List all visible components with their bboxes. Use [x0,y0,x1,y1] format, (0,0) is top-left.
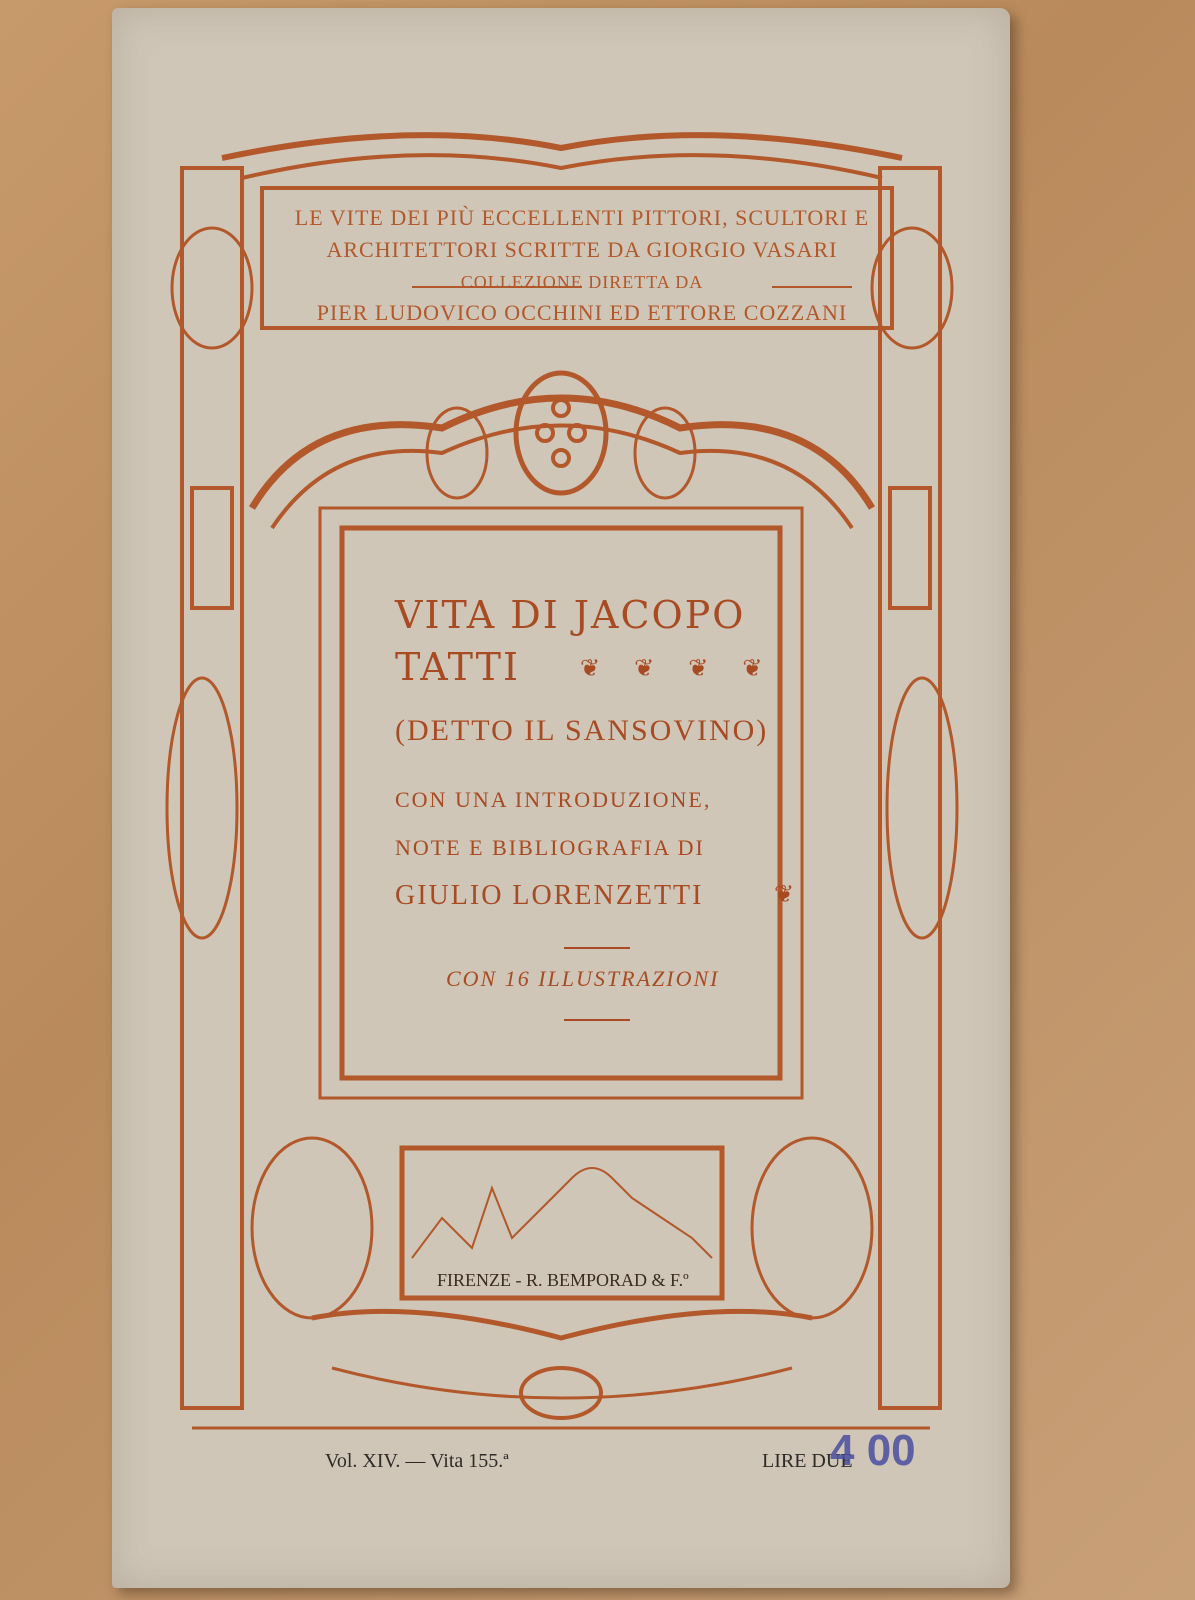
volume-info: Vol. XIV. — Vita 155.ª [325,1450,509,1472]
book-title-line-1: VITA DI JACOPO [395,593,746,637]
publisher-imprint: FIRENZE - R. BEMPORAD & F.º [437,1270,689,1290]
intro-line-1: CON UNA INTRODUZIONE, [395,787,712,812]
series-editors: PIER LUDOVICO OCCHINI ED ETTORE COZZANI [316,300,848,325]
author-flourish: ❦ [774,882,809,908]
series-title-line-2: ARCHITETTORI SCRITTE DA GIORGIO VASARI [326,237,838,262]
title-flourishes: ❦ ❦ ❦ ❦ [580,656,777,682]
illustrations-note: CON 16 ILLUSTRAZIONI [446,966,720,991]
book-title-line-2: TATTI [395,645,521,689]
series-editors-label: COLLEZIONE DIRETTA DA [460,272,704,292]
price-stamp: 4 00 [830,1426,916,1475]
book-cover [112,8,1010,1588]
book-subtitle: (DETTO IL SANSOVINO) [395,714,769,747]
price-label: LIRE DUE [762,1450,853,1472]
author-name: GIULIO LORENZETTI [395,880,704,911]
intro-line-2: NOTE E BIBLIOGRAFIA DI [395,835,705,860]
series-title-line-1: LE VITE DEI PIÙ ECCELLENTI PITTORI, SCULTORI E [294,205,870,230]
